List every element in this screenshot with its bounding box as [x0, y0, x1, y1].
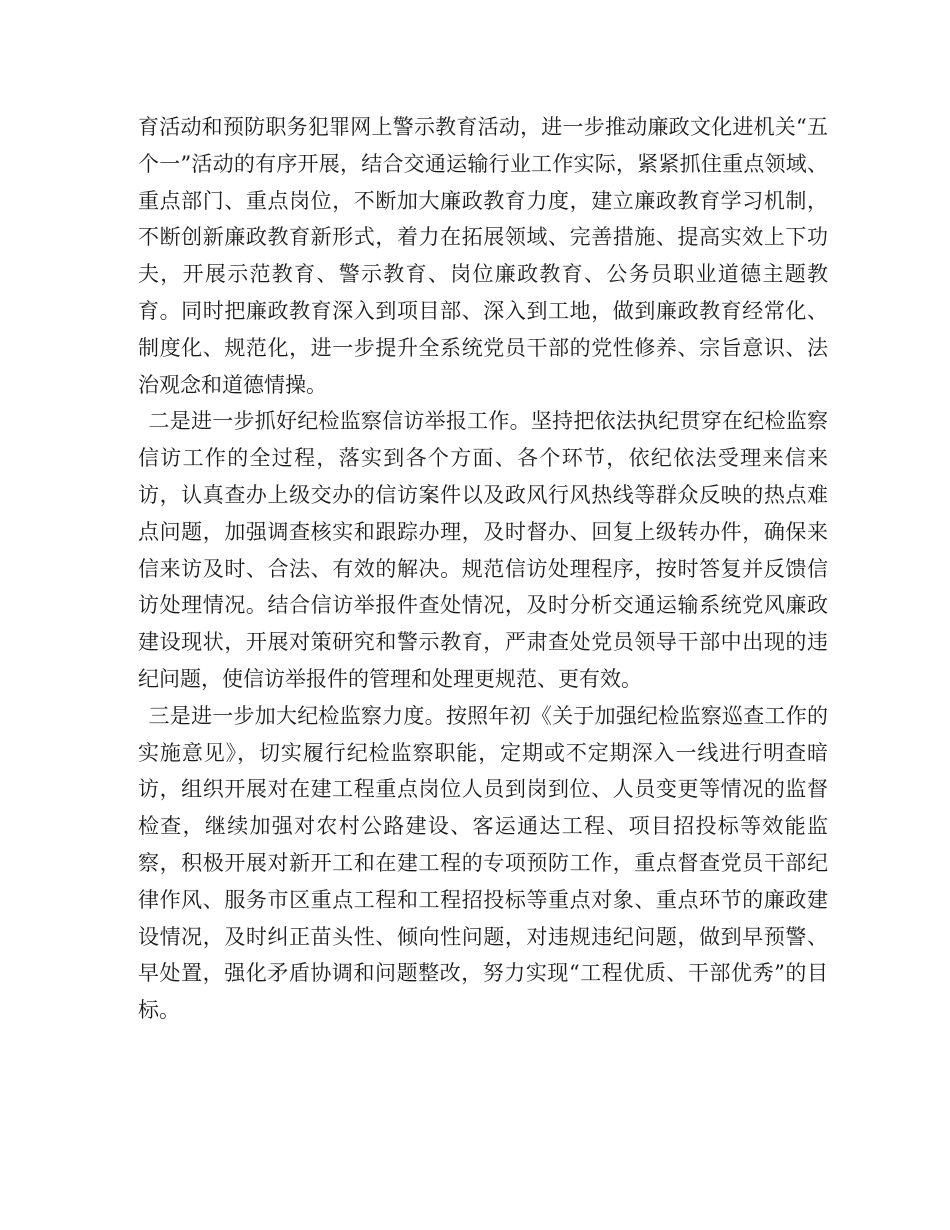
paragraph-supervision: 三是进一步加大纪检监察力度。按照年初《关于加强纪检监察巡查工作的实施意见》，切实履行纪检监察职能，定期或不定期深入一线进行明查暗访，组织开展对在建工程重点岗位人员到岗到位、人员变更等情况的监督检查，继续加强对农村公路建设、客运通达工程、项目招投标等效能监察，积极开展对新开工和在建工程的专项预防工作，重点督查党员干部纪律作风、服务市区重点工程和工程招投标等重点对象、重点环节的廉政建设情况，及时纠正苗头性、倾向性问题，对违规违纪问题，做到早预警、早处置，强化矛盾协调和问题整改，努力实现“工程优质、干部优秀”的目标。	[138, 703, 828, 1023]
document-body	[138, 109, 828, 1029]
paragraph-petition-work: 二是进一步抓好纪检监察信访举报工作。坚持把依法执纪贯穿在纪检监察信访工作的全过程，落实到各个方面、各个环节，依纪依法受理来信来访，认真查办上级交办的信访案件以及政风行风热线等群众反映的热点难点问题，加强调查核实和跟踪办理，及时督办、回复上级转办件，确保来信来访及时、合法、有效的解决。规范信访处理程序，按时答复并反馈信访处理情况。结合信访举报件查处情况，及时分析交通运输系统党风廉政建设现状，开展对策研究和警示教育，严肃查处党员领导干部中出现的违纪问题，使信访举报件的管理和处理更规范、更有效。	[138, 409, 828, 691]
paragraph-education: 育活动和预防职务犯罪网上警示教育活动，进一步推动廉政文化进机关“五个一”活动的有序开展，结合交通运输行业工作实际，紧紧抓住重点领域、重点部门、重点岗位，不断加大廉政教育力度，建立廉政教育学习机制，不断创新廉政教育新形式，着力在拓展领域、完善措施、提高实效上下功夫，开展示范教育、警示教育、岗位廉政教育、公务员职业道德主题教育。同时把廉政教育深入到项目部、深入到工地，做到廉政教育经常化、制度化、规范化，进一步提升全系统党员干部的党性修养、宗旨意识、法治观念和道德情操。	[138, 115, 828, 397]
